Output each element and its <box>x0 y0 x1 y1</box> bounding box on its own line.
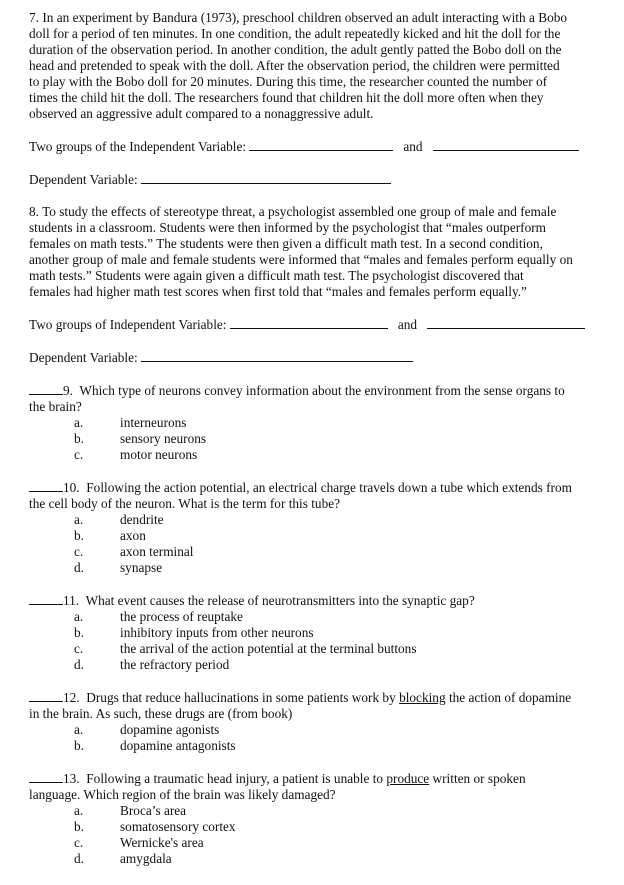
question-8 <box>29 204 604 300</box>
option[interactable]: a. interneurons <box>74 415 187 430</box>
question-10-options <box>29 512 604 576</box>
q8-iv-blank-2[interactable] <box>427 316 585 329</box>
answer-blank[interactable] <box>29 770 63 783</box>
question-9-options <box>29 415 604 463</box>
option[interactable]: c. motor neurons <box>74 447 198 462</box>
q7-iv-blank-2[interactable] <box>433 138 579 151</box>
question-12-stem-cont: in the brain. As such, these drugs are (from book) <box>29 706 293 721</box>
q7-dv-blank[interactable] <box>141 171 391 184</box>
question-8-line: females on math tests.” The students were then given a difficult math test. In a second condition, <box>29 236 543 251</box>
question-13 <box>29 770 604 867</box>
question-11-stem: 11. What event causes the release of neurotransmitters into the synaptic gap? <box>29 592 604 609</box>
q8-iv-row <box>29 316 604 333</box>
option[interactable]: a. dendrite <box>74 512 164 527</box>
question-11 <box>29 592 604 673</box>
worksheet-page <box>29 10 604 867</box>
option[interactable]: d. amygdala <box>74 851 172 866</box>
question-9-stem: 9. Which type of neurons convey information about the environment from the sense organs to <box>29 382 604 399</box>
q8-and-label: and <box>397 317 418 332</box>
question-11-options <box>29 609 604 673</box>
answer-blank[interactable] <box>29 382 63 395</box>
question-7-line: doll for a period of ten minutes. In one condition, the adult repeatedly kicked and hit the doll for the <box>29 26 561 41</box>
question-13-options <box>29 803 604 867</box>
question-7-line: times the child hit the doll. The researchers found that children hit the doll more often when they <box>29 90 544 105</box>
question-8-line: another group of male and female students were informed that “males and females perform equally on <box>29 252 573 267</box>
question-8-line: math tests.” Students were again given a difficult math test. The psychologist discovered that <box>29 268 524 283</box>
question-7-line: to play with the Bobo doll for 20 minutes. During this time, the researcher counted the number of <box>29 74 548 89</box>
question-7-line: observed an aggressive adult compared to a nonaggressive adult. <box>29 106 374 121</box>
question-7 <box>29 10 604 122</box>
option[interactable]: d. synapse <box>74 560 163 575</box>
q8-iv-blank-1[interactable] <box>230 316 388 329</box>
option[interactable]: b. somatosensory cortex <box>74 819 236 834</box>
option[interactable]: b. dopamine antagonists <box>74 738 236 753</box>
question-12-options <box>29 722 604 754</box>
question-8-line: 8. To study the effects of stereotype threat, a psychologist assembled one group of male and female <box>29 204 557 219</box>
question-12-stem: 12. Drugs that reduce hallucinations in some patients work by blocking the action of dopamine <box>29 689 604 706</box>
option[interactable]: b. inhibitory inputs from other neurons <box>74 625 314 640</box>
option[interactable]: c. axon terminal <box>74 544 194 559</box>
question-9-stem-cont: the brain? <box>29 399 82 414</box>
answer-blank[interactable] <box>29 689 63 702</box>
q8-iv-label: Two groups of Independent Variable: <box>29 317 227 332</box>
underlined-keyword: produce <box>386 771 430 786</box>
question-13-stem: 13. Following a traumatic head injury, a patient is unable to produce written or spoken <box>29 770 604 787</box>
option[interactable]: a. the process of reuptake <box>74 609 243 624</box>
q7-iv-blank-1[interactable] <box>249 138 393 151</box>
question-7-line: duration of the observation period. In another condition, the adult gently patted the Bobo doll on the <box>29 42 562 57</box>
underlined-keyword: blocking <box>399 690 446 705</box>
question-8-line: females had higher math test scores when first told that “males and females perform equally.” <box>29 284 527 299</box>
q7-dv-label: Dependent Variable: <box>29 172 138 187</box>
q7-dv-row <box>29 171 604 188</box>
q7-iv-row <box>29 138 604 155</box>
question-7-line: head and pretended to speak with the doll. After the observation period, the children were permitted <box>29 58 560 73</box>
option[interactable]: a. dopamine agonists <box>74 722 220 737</box>
option[interactable]: a. Broca’s area <box>74 803 187 818</box>
q8-dv-label: Dependent Variable: <box>29 350 138 365</box>
q8-dv-blank[interactable] <box>141 349 413 362</box>
q7-iv-label: Two groups of the Independent Variable: <box>29 139 247 154</box>
question-10 <box>29 479 604 576</box>
question-9 <box>29 382 604 463</box>
option[interactable]: d. the refractory period <box>74 657 230 672</box>
answer-blank[interactable] <box>29 592 63 605</box>
question-7-line: 7. In an experiment by Bandura (1973), preschool children observed an adult interacting with a Bobo <box>29 10 568 25</box>
question-8-line: students in a classroom. Students were then informed by the psychologist that “males outperform <box>29 220 546 235</box>
option[interactable]: b. axon <box>74 528 146 543</box>
option[interactable]: c. the arrival of the action potential at the terminal buttons <box>74 641 417 656</box>
q8-dv-row <box>29 349 604 366</box>
option[interactable]: c. Wernicke's area <box>74 835 204 850</box>
question-13-stem-cont: language. Which region of the brain was likely damaged? <box>29 787 336 802</box>
question-12 <box>29 689 604 754</box>
answer-blank[interactable] <box>29 479 63 492</box>
question-10-stem-cont: the cell body of the neuron. What is the term for this tube? <box>29 496 341 511</box>
option[interactable]: b. sensory neurons <box>74 431 207 446</box>
question-10-stem: 10. Following the action potential, an electrical charge travels down a tube which extends from <box>29 479 604 496</box>
q7-and-label: and <box>403 139 423 154</box>
